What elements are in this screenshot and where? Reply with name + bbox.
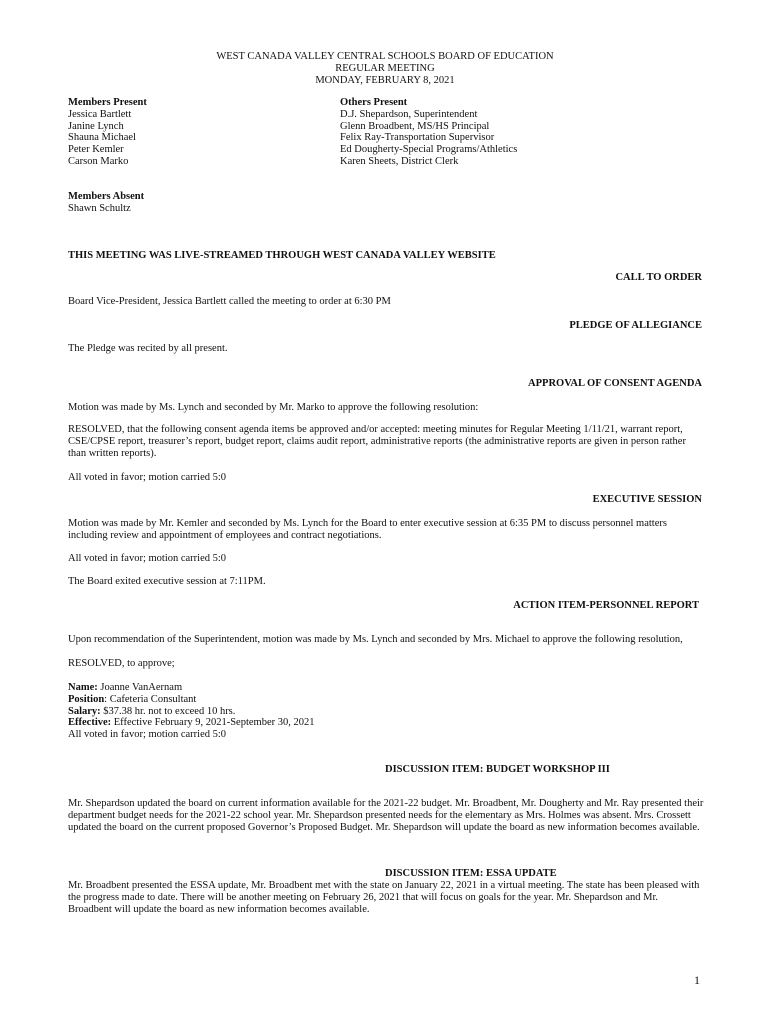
member-name: Shauna Michael: [68, 132, 136, 144]
header-line-2: REGULAR MEETING: [335, 62, 435, 74]
header-line-3: MONDAY, FEBRUARY 8, 2021: [315, 74, 455, 86]
salary-value: $37.38 hr. not to exceed 10 hrs.: [103, 705, 236, 717]
members-present: [68, 97, 147, 168]
other-name: Ed Dougherty-Special Programs/Athletics: [340, 144, 518, 156]
others-present-heading: Others Present: [340, 97, 408, 108]
pledge-text: The Pledge was recited by all present.: [68, 343, 228, 354]
member-name: Peter Kemler: [68, 144, 124, 156]
others-present: [340, 97, 517, 168]
page-number: 1: [694, 973, 700, 987]
header-line-1: WEST CANADA VALLEY CENTRAL SCHOOLS BOARD OF EDUCATION: [216, 51, 554, 62]
personnel-vote: All voted in favor; motion carried 5:0: [68, 729, 227, 741]
call-to-order-text: Board Vice-President, Jessica Bartlett called the meeting to order at 6:30 PM: [68, 296, 391, 307]
essa-update-heading: DISCUSSION ITEM: ESSA UPDATE: [385, 868, 557, 879]
pledge-heading: PLEDGE OF ALLEGIANCE: [569, 320, 702, 331]
document-header: [0, 51, 770, 86]
other-name: Glenn Broadbent, MS/HS Principal: [340, 120, 490, 132]
personnel-details: [68, 682, 704, 741]
executive-session-heading: EXECUTIVE SESSION: [592, 494, 702, 505]
other-name: Karen Sheets, District Clerk: [340, 155, 459, 167]
personnel-name-row: [68, 682, 704, 694]
name-value: Joanne VanAernam: [100, 682, 183, 693]
personnel-position-row: [68, 694, 704, 706]
member-name: Carson Marko: [68, 155, 129, 167]
members-absent: [68, 191, 144, 215]
member-name: Jessica Bartlett: [68, 108, 132, 120]
absent-name: Shawn Schultz: [68, 202, 131, 214]
salary-label: Salary:: [68, 705, 101, 717]
consent-agenda-resolved: RESOLVED, that the following consent agenda items be approved and/or accepted: meeting minutes for Regular Meeting 1/11/21, warrant report, CSE/CPSE report, treasurer’s report, budget report, claims audit report, administrative reports (the administrative reports are given in person rather than written reports).: [68, 424, 686, 459]
consent-agenda-vote: All voted in favor; motion carried 5:0: [68, 472, 227, 483]
executive-session-exit: The Board exited executive session at 7:11PM.: [68, 576, 266, 587]
effective-value: Effective February 9, 2021-September 30, 2021: [113, 717, 315, 729]
effective-label: Effective:: [68, 717, 112, 729]
member-name: Janine Lynch: [68, 120, 124, 132]
personnel-motion: Upon recommendation of the Superintendent, motion was made by Ms. Lynch and seconded by Mrs. Michael to approve the following resolution,: [68, 634, 683, 645]
personnel-resolved: RESOLVED, to approve;: [68, 658, 175, 669]
members-present-heading: Members Present: [68, 97, 147, 108]
position-label: Position: [68, 693, 105, 705]
members-absent-heading: Members Absent: [68, 191, 145, 202]
essa-update-text: Mr. Broadbent presented the ESSA update, Mr. Broadbent met with the state on January 22, 2021 in a virtual meeting. The state has been pleased with the progress made to date. There will be another meeting on February 26, 2021 that will focus on goals for the year. Mr. Shepardson and Mr. Broadbent will update the board as new information becomes available.: [68, 880, 700, 915]
budget-workshop-text: Mr. Shepardson updated the board on current information available for the 2021-22 budget. Mr. Broadbent, Mr. Dougherty and Mr. Ray presented their department budget needs for the 2021-22 school year. Mr. Shepardson presented needs for the elementary as Mrs. Holmes was absent. Mrs. Crossett updated the board on the current proposed Governor’s Proposed Budget. Mr. Shepardson will update the board as new information becomes available.: [68, 798, 704, 833]
livestream-note: THIS MEETING WAS LIVE-STREAMED THROUGH WEST CANADA VALLEY WEBSITE: [68, 250, 496, 261]
other-name: Felix Ray-Transportation Supervisor: [340, 132, 495, 144]
other-name: D.J. Shepardson, Superintendent: [340, 108, 478, 120]
consent-agenda-motion: Motion was made by Ms. Lynch and seconded by Mr. Marko to approve the following resolution:: [68, 402, 479, 413]
executive-session-vote: All voted in favor; motion carried 5:0: [68, 553, 227, 564]
consent-agenda-heading: APPROVAL OF CONSENT AGENDA: [528, 378, 702, 389]
executive-session-motion: Motion was made by Mr. Kemler and seconded by Ms. Lynch for the Board to enter executive session at 6:35 PM to discuss personnel matters including review and appointment of employees and contract negotiations.: [68, 518, 667, 541]
call-to-order-heading: CALL TO ORDER: [615, 272, 702, 283]
position-value: : Cafeteria Consultant: [104, 693, 197, 705]
personnel-salary-row: [68, 706, 704, 718]
name-label: Name:: [68, 682, 98, 693]
budget-workshop-heading: DISCUSSION ITEM: BUDGET WORKSHOP III: [385, 764, 610, 775]
personnel-effective-row: [68, 717, 704, 729]
personnel-heading: ACTION ITEM-PERSONNEL REPORT: [513, 600, 699, 611]
